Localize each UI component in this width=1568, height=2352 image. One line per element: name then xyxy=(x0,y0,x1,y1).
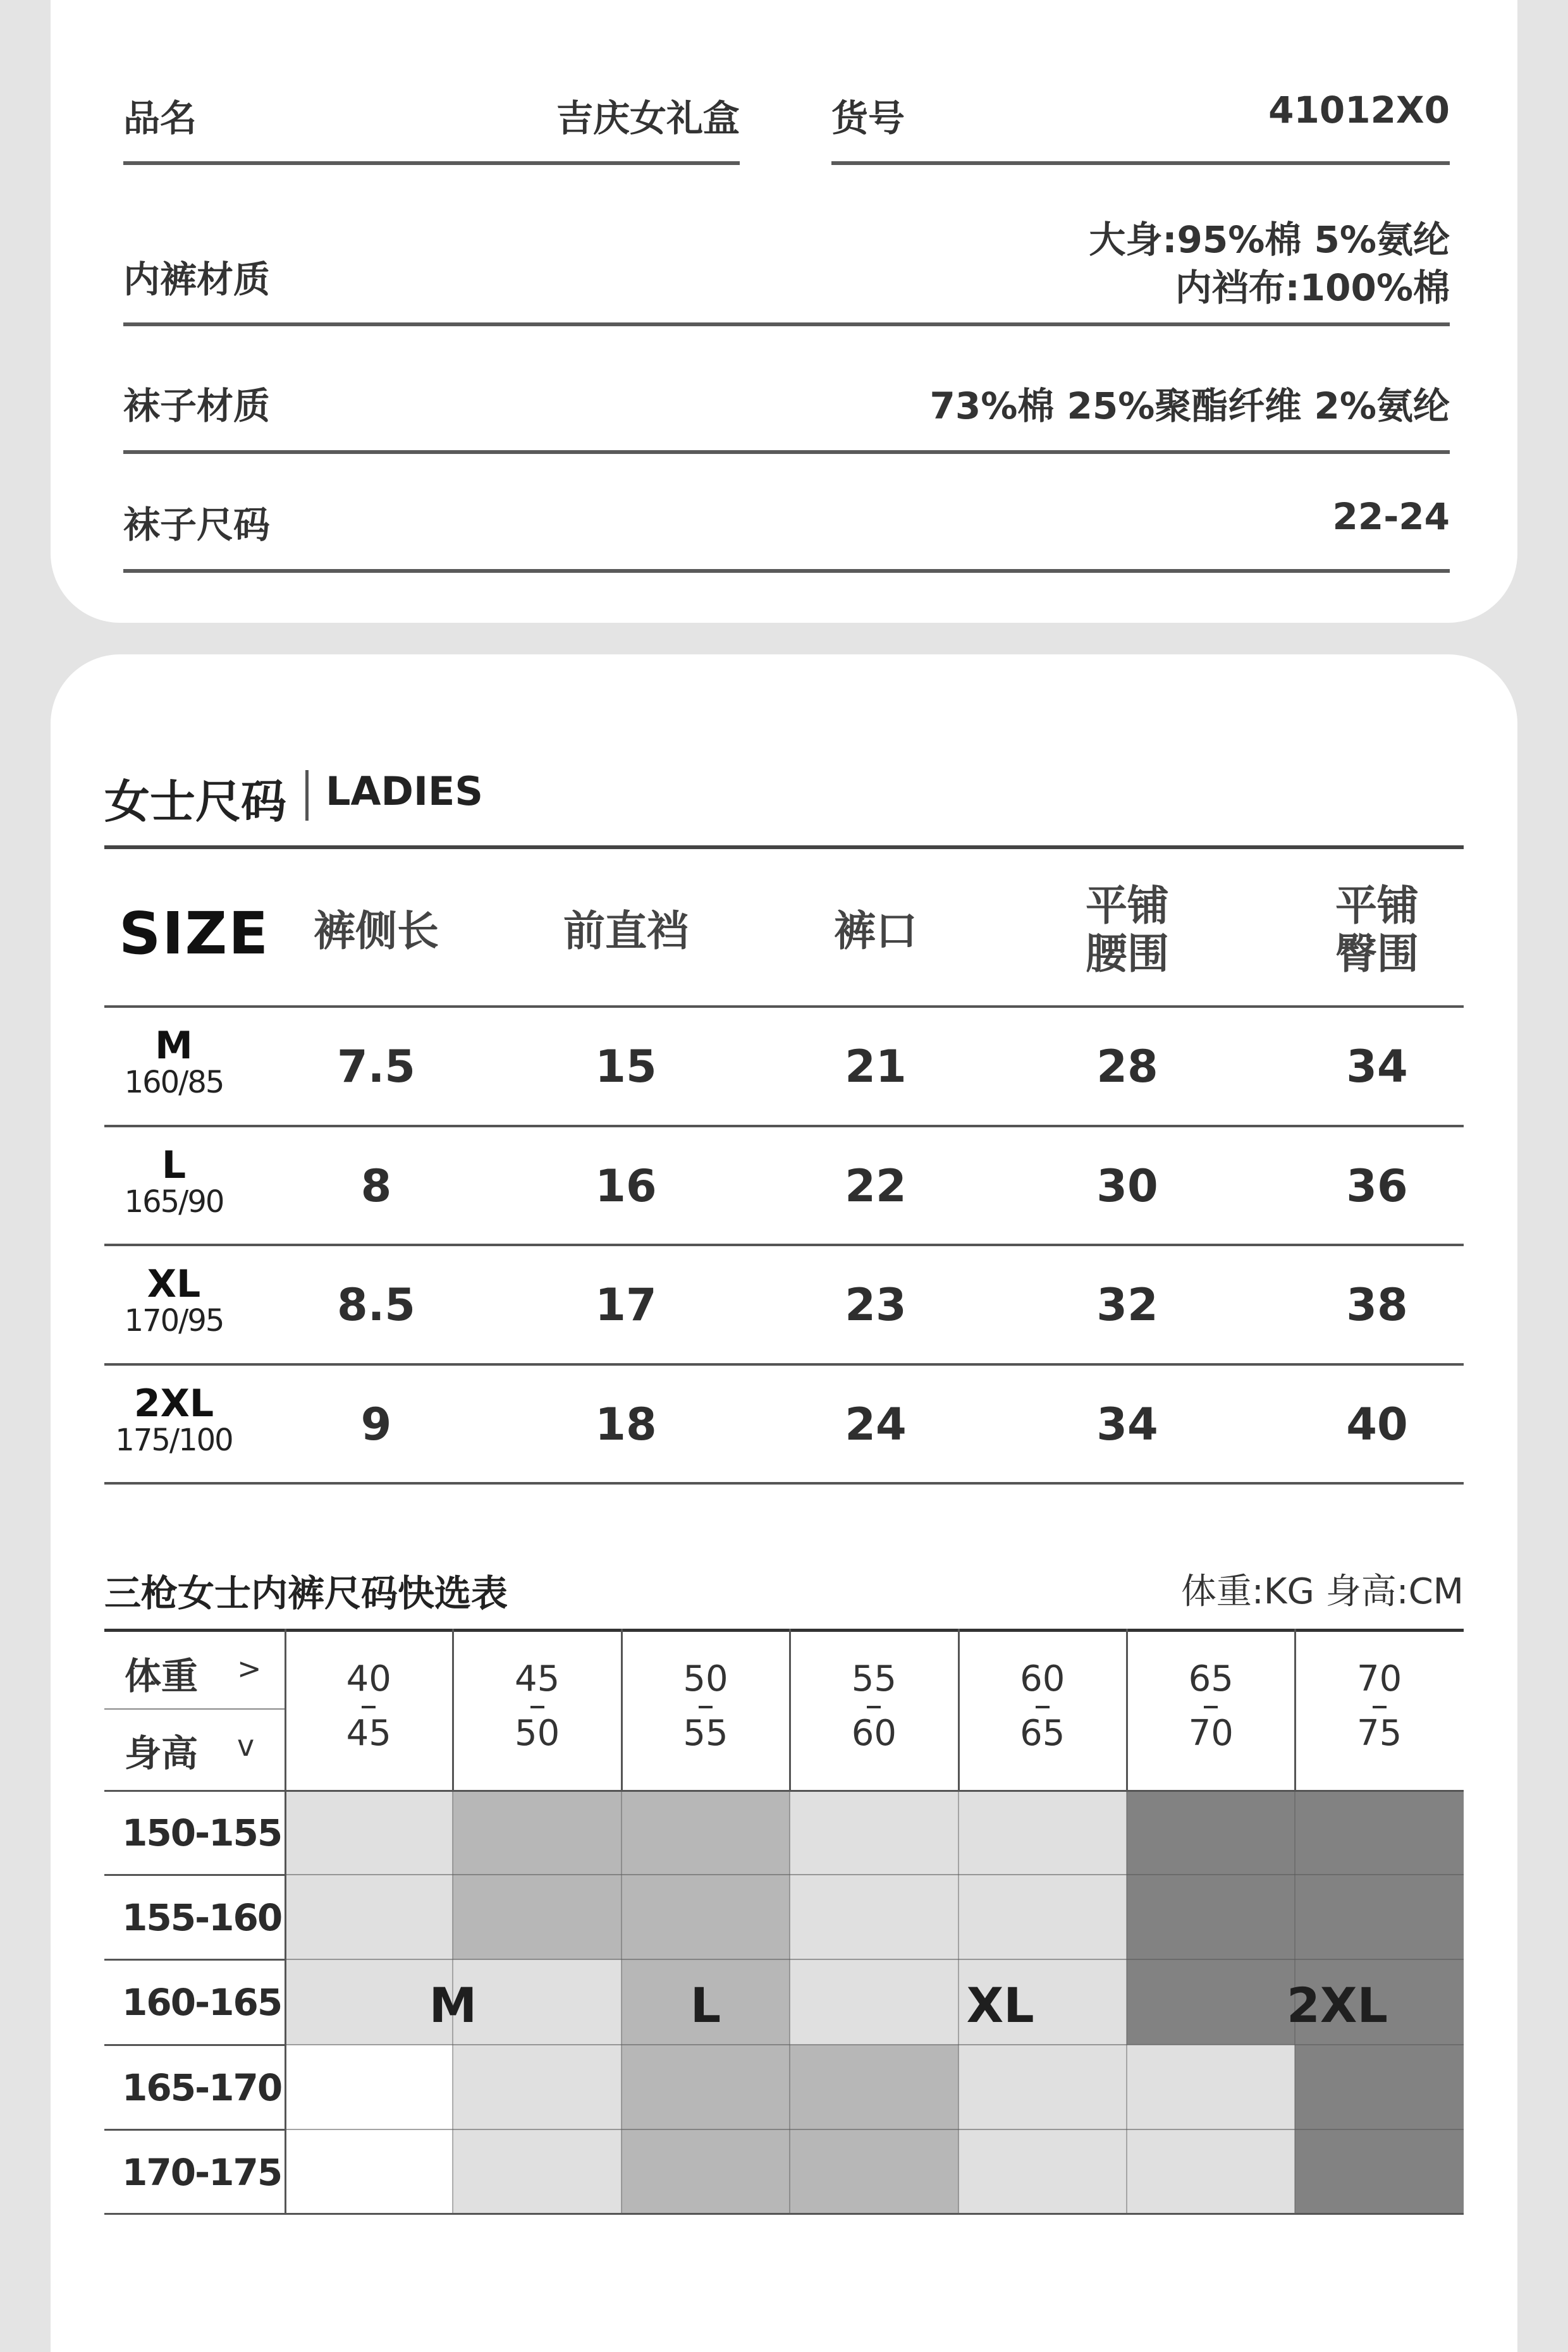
size-zone-cell xyxy=(453,2045,621,2129)
size-zone-cell xyxy=(1127,2045,1295,2129)
divider xyxy=(123,569,1450,573)
corner-height-label: 身高 xyxy=(125,1732,199,1775)
corner-divider xyxy=(104,1708,285,1710)
size-zone-cell xyxy=(959,2045,1127,2129)
weight-range-header xyxy=(1295,1629,1463,1790)
column-header-line: 平铺 xyxy=(1086,881,1169,930)
size-zone-cell xyxy=(1295,2045,1463,2129)
corner-weight-arrow: > xyxy=(237,1651,262,1686)
row-rule xyxy=(104,1363,1464,1366)
size-zone-cell xyxy=(1295,1790,1463,1875)
column-header-line: 前直裆 xyxy=(563,907,689,955)
measurement-value: 22 xyxy=(845,1160,907,1212)
measurement-value: 16 xyxy=(595,1160,657,1212)
column-header xyxy=(781,907,971,955)
row-rule xyxy=(104,1482,1464,1485)
weight-range-to: 55 xyxy=(683,1713,728,1754)
column-header-line: 腰围 xyxy=(1086,929,1169,978)
row-divider xyxy=(285,1959,1464,1960)
size-quick-select-grid xyxy=(104,1629,1464,2214)
column-header-line: 裤侧长 xyxy=(314,907,439,955)
row-divider xyxy=(104,2129,285,2131)
weight-range-to: 45 xyxy=(346,1713,391,1754)
size-zone-cell xyxy=(622,1875,790,1959)
divider xyxy=(123,161,740,165)
size-label: 2XL xyxy=(133,1381,214,1426)
product-name-label: 品名 xyxy=(123,97,197,140)
measurement-value: 24 xyxy=(845,1398,907,1450)
row-divider xyxy=(285,1874,1464,1875)
column-divider xyxy=(1126,1790,1127,2214)
sock-material-label: 袜子材质 xyxy=(123,384,271,427)
range-dash xyxy=(867,1706,881,1708)
range-dash xyxy=(362,1706,376,1708)
column-header xyxy=(281,907,471,955)
measurement-value: 30 xyxy=(1096,1160,1158,1212)
range-dash xyxy=(699,1706,713,1708)
measurement-value: 28 xyxy=(1096,1041,1158,1093)
size-label: L xyxy=(161,1142,187,1187)
weight-range-to: 60 xyxy=(851,1713,897,1754)
measurement-value: 40 xyxy=(1346,1398,1408,1450)
units-note: 体重:KG 身高:CM xyxy=(1180,1571,1464,1612)
table-top-rule xyxy=(104,845,1464,849)
divider xyxy=(123,450,1450,454)
header-rule xyxy=(104,1005,1464,1008)
range-dash xyxy=(1036,1706,1050,1708)
size-zone-cell xyxy=(790,2129,958,2214)
grid-bottom-rule xyxy=(104,2213,1464,2215)
size-spec: 160/85 xyxy=(124,1065,224,1100)
measurement-value: 15 xyxy=(595,1041,657,1093)
measurement-value: 36 xyxy=(1346,1160,1408,1212)
height-range-label: 150-155 xyxy=(122,1811,282,1854)
size-zone-cell xyxy=(453,1875,621,1959)
range-dash xyxy=(530,1706,544,1708)
column-header xyxy=(531,907,721,955)
size-spec: 165/90 xyxy=(124,1184,224,1220)
size-zone-cell xyxy=(285,1790,453,1875)
quick-select-title: 三枪女士内裤尺码快选表 xyxy=(104,1572,508,1615)
weight-range-from: 50 xyxy=(683,1658,728,1700)
weight-range-to: 65 xyxy=(1020,1713,1065,1754)
weight-range-to: 50 xyxy=(514,1713,560,1754)
size-zone-label: M xyxy=(429,1977,477,2034)
measurement-value: 21 xyxy=(845,1041,907,1093)
size-zone-cell xyxy=(285,2129,453,2214)
size-spec: 175/100 xyxy=(115,1422,233,1458)
size-label: XL xyxy=(147,1262,201,1306)
brief-material-label: 内裤材质 xyxy=(123,258,271,301)
size-zone-label: XL xyxy=(966,1977,1034,2034)
size-zone-cell xyxy=(1295,1875,1463,1959)
row-rule xyxy=(104,1125,1464,1127)
ladies-title-en: LADIES xyxy=(326,768,484,814)
product-name-value: 吉庆女礼盒 xyxy=(556,97,740,140)
column-header xyxy=(1282,882,1472,978)
row-divider xyxy=(104,1959,285,1961)
size-zone-cell xyxy=(790,2045,958,2129)
weight-range-from: 65 xyxy=(1188,1658,1234,1700)
row-rule xyxy=(104,1244,1464,1246)
measurement-value: 34 xyxy=(1096,1398,1158,1450)
size-zone-cell xyxy=(1295,2129,1463,2214)
size-zone-label: L xyxy=(690,1977,721,2034)
column-header-line: 平铺 xyxy=(1335,881,1419,930)
header-bottom-rule xyxy=(104,1790,1464,1792)
measurement-value: 18 xyxy=(595,1398,657,1450)
measurement-value: 23 xyxy=(845,1279,907,1331)
size-zone-cell xyxy=(790,1790,958,1875)
range-dash xyxy=(1204,1706,1218,1708)
size-zone-cell xyxy=(453,1790,621,1875)
size-zone-cell xyxy=(1127,1875,1295,1959)
size-zone-cell xyxy=(285,1875,453,1959)
measurement-value: 17 xyxy=(595,1279,657,1331)
column-header xyxy=(1032,882,1222,978)
size-zone-cell xyxy=(1127,2129,1295,2214)
size-zone-cell xyxy=(453,2129,621,2214)
corner-weight-label: 体重 xyxy=(125,1655,199,1698)
ladies-title-cn: 女士尺码 xyxy=(104,775,287,828)
height-range-label: 160-165 xyxy=(122,1981,282,2024)
height-range-label: 155-160 xyxy=(122,1896,282,1940)
weight-range-from: 55 xyxy=(851,1658,897,1700)
sku-label: 货号 xyxy=(831,97,905,140)
measurement-value: 8.5 xyxy=(336,1279,415,1331)
weight-range-to: 70 xyxy=(1188,1713,1234,1754)
height-range-label: 165-170 xyxy=(122,2066,282,2109)
weight-range-from: 70 xyxy=(1356,1658,1402,1700)
weight-range-header xyxy=(453,1629,621,1790)
weight-range-from: 45 xyxy=(514,1658,560,1700)
column-header-line: 臀围 xyxy=(1335,929,1419,978)
weight-range-to: 75 xyxy=(1356,1713,1402,1754)
brief-material-body: 大身:95%棉 5%氨纶 xyxy=(1089,218,1450,261)
divider xyxy=(123,322,1450,326)
size-zone-label: 2XL xyxy=(1287,1977,1388,2034)
measurement-value: 7.5 xyxy=(336,1041,415,1093)
size-zone-cell xyxy=(959,1875,1127,1959)
measurement-value: 34 xyxy=(1346,1041,1408,1093)
divider xyxy=(831,161,1450,165)
column-header-line: 裤口 xyxy=(834,907,917,955)
row-divider xyxy=(285,2044,1464,2045)
size-zone-cell xyxy=(790,1875,958,1959)
measurement-value: 38 xyxy=(1346,1279,1408,1331)
size-zone-cell xyxy=(1127,1790,1295,1875)
measurement-value: 32 xyxy=(1096,1279,1158,1331)
weight-range-header xyxy=(285,1629,453,1790)
sock-size-label: 袜子尺码 xyxy=(123,503,271,546)
size-spec: 170/95 xyxy=(124,1303,224,1338)
weight-range-header xyxy=(622,1629,790,1790)
sock-size-value: 22-24 xyxy=(1332,495,1450,538)
corner-height-arrow: v xyxy=(237,1729,255,1763)
size-zone-cell xyxy=(622,2129,790,2214)
row-divider xyxy=(104,2044,285,2046)
title-separator xyxy=(305,770,309,821)
sku-value: 41012X0 xyxy=(1268,89,1450,132)
weight-range-header xyxy=(790,1629,958,1790)
row-divider xyxy=(104,1874,285,1876)
row-divider xyxy=(285,2129,1464,2130)
size-label: M xyxy=(155,1024,193,1068)
size-header: SIZE xyxy=(119,900,270,967)
size-zone-cell xyxy=(622,2045,790,2129)
size-zone-cell xyxy=(959,1790,1127,1875)
height-range-label: 170-175 xyxy=(122,2150,282,2194)
size-zone-cell xyxy=(622,1790,790,1875)
measurement-value: 9 xyxy=(360,1398,392,1450)
weight-range-from: 40 xyxy=(346,1658,391,1700)
weight-range-from: 60 xyxy=(1020,1658,1065,1700)
range-dash xyxy=(1373,1706,1387,1708)
weight-range-header xyxy=(1127,1629,1295,1790)
measurement-value: 8 xyxy=(360,1160,392,1212)
weight-range-header xyxy=(959,1629,1127,1790)
size-zone-cell xyxy=(285,2045,453,2129)
size-zone-cell xyxy=(959,2129,1127,2214)
sock-material-value: 73%棉 25%聚酯纤维 2%氨纶 xyxy=(929,384,1450,427)
brief-material-gusset: 内裆布:100%棉 xyxy=(1175,266,1450,309)
